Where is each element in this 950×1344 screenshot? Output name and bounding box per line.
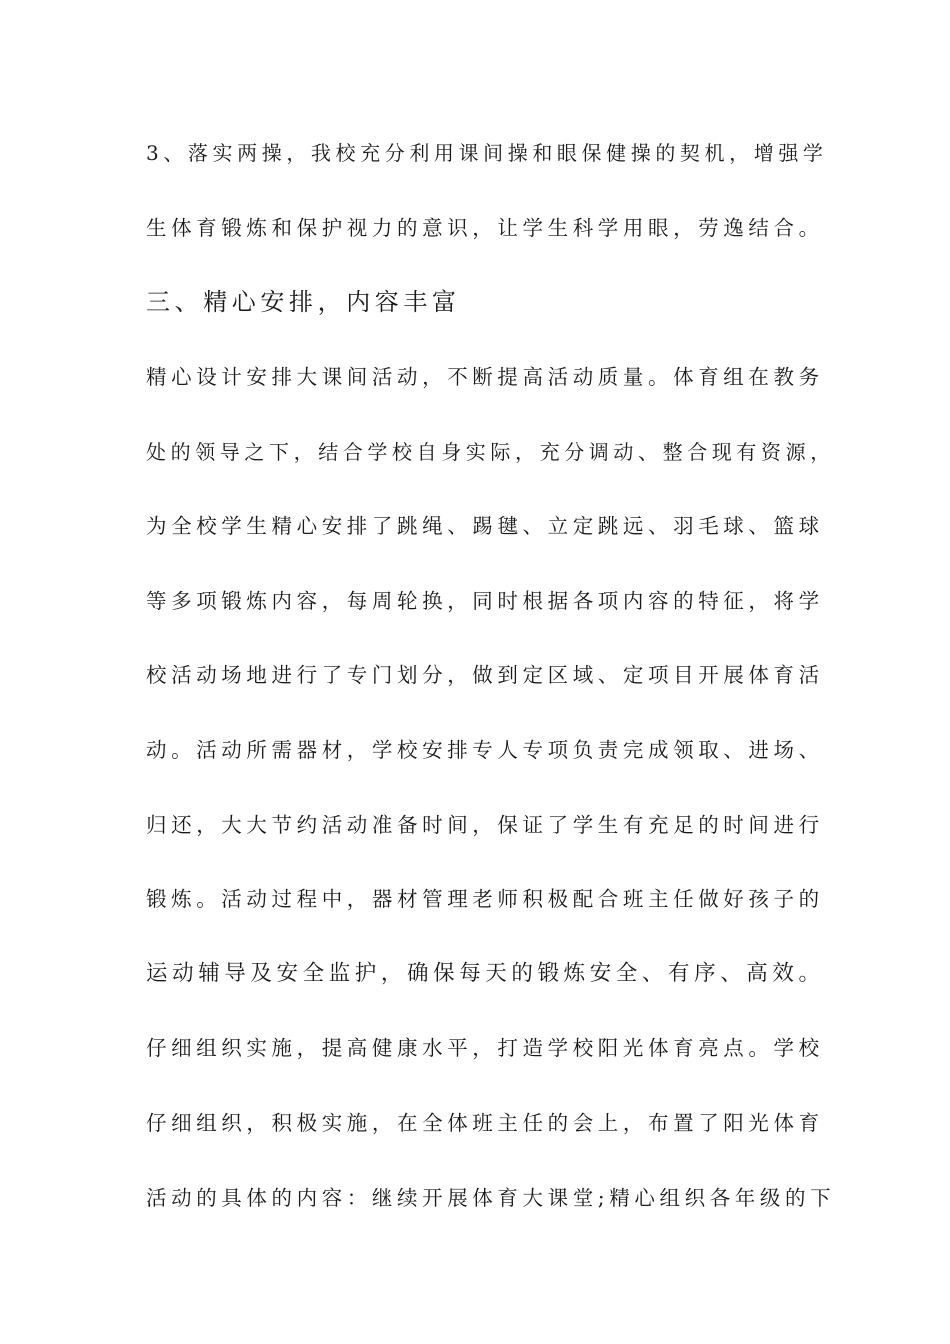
text-line: 校活动场地进行了专门划分，做到定区域、定项目开展体育活: [146, 663, 824, 687]
text-line: 活动的具体的内容：继续开展体育大课堂;精心组织各年级的下: [146, 1186, 836, 1210]
text-line: 锻炼。活动过程中，器材管理老师积极配合班主任做好孩子的: [146, 887, 824, 911]
text-line: 处的领导之下，结合学校自身实际，充分调动、整合现有资源，: [146, 440, 835, 464]
text-line: 等多项锻炼内容，每周轮换，同时根据各项内容的特征，将学: [146, 589, 824, 613]
section-heading: 三、精心安排，内容丰富: [146, 288, 461, 316]
text-line: 精心设计安排大课间活动，不断提高活动质量。体育组在教务: [146, 365, 824, 389]
text-line: 为全校学生精心安排了跳绳、踢毽、立定跳远、羽毛球、篮球: [146, 514, 824, 538]
text-line: 仔细组织，积极实施，在全体班主任的会上，布置了阳光体育: [146, 1111, 824, 1135]
text-line: 动。活动所需器材，学校安排专人专项负责完成领取、进场、: [146, 738, 824, 762]
text-line: 仔细组织实施，提高健康水平，打造学校阳光体育亮点。学校: [146, 1036, 824, 1060]
text-line: 生体育锻炼和保护视力的意识，让学生科学用眼，劳逸结合。: [146, 216, 824, 240]
text-line: 3、落实两操，我校充分利用课间操和眼保健操的契机，增强学: [146, 141, 828, 165]
text-line: 归还，大大节约活动准备时间，保证了学生有充足的时间进行: [146, 813, 824, 837]
text-line: 运动辅导及安全监护，确保每天的锻炼安全、有序、高效。: [146, 961, 825, 986]
